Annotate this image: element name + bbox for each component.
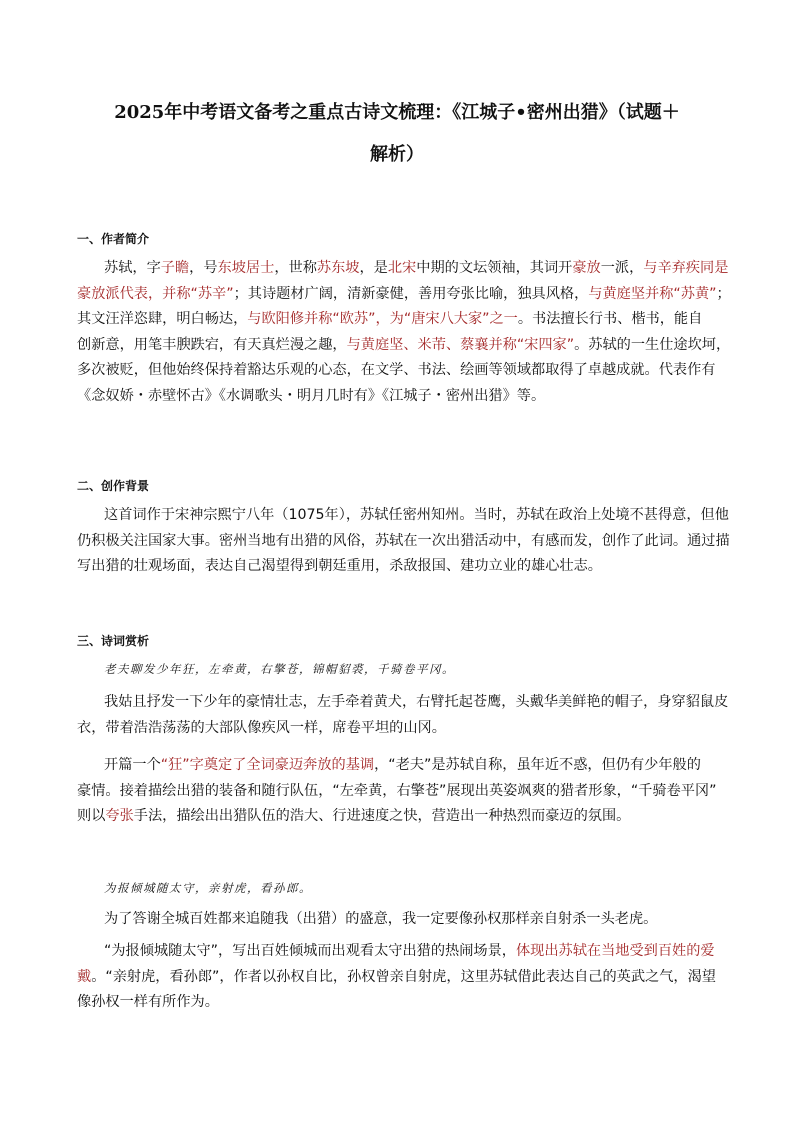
poem-line-2: 为报倾城随太守，亲射虎，看孙郎。 xyxy=(104,881,312,895)
section-heading-appreciation: 三、诗词赏析 xyxy=(77,634,150,648)
analysis-1 xyxy=(77,753,722,830)
text-line: 则以夸张手法，描绘出出猎队伍的浩大、行进速度之快，营造出一种热烈而豪迈的氛围。 xyxy=(77,808,631,824)
text-line: 豪放派代表，并称“苏辛”；其诗题材广阔，清新豪健，善用夸张比喻，独具风格，与黄庭坚并称“苏黄”； xyxy=(77,285,731,302)
text-line: 创新意，用笔丰腴跌宕，有天真烂漫之趣，与黄庭坚、米芾、蔡襄并称“宋四家”。苏轼的一生仕途坎坷， xyxy=(77,336,731,353)
text-line: 多次被贬，但他始终保持着豁达乐观的心态，在文学、书法、绘画等领域都取得了卓越成就。代表作有 xyxy=(77,362,716,378)
text-line: 为了答谢全城百姓都来追随我（出猎）的盛意，我一定要像孙权那样亲自射杀一头老虎。 xyxy=(104,911,658,927)
text-line: 写出猎的壮观场面，表达自己渴望得到朝廷重用，杀敌报国、建功立业的雄心壮志。 xyxy=(77,558,602,574)
analysis-2 xyxy=(77,939,722,1016)
text-line: 仍积极关注国家大事。密州当地有出猎的风俗，苏轼在一次出猎活动中，有感而发，创作了此词。通过描 xyxy=(77,532,730,549)
page-title xyxy=(60,92,734,176)
title-line-1: 2025年中考语文备考之重点古诗文梳理：《江城子•密州出猎》（试题＋ xyxy=(114,102,680,123)
text-line: 苏轼，字子瞻，号东坡居士，世称苏东坡，是北宋中期的文坛领袖，其词开豪放一派，与辛弃疾同是 xyxy=(104,260,729,276)
text-line: 像孙权一样有所作为。 xyxy=(77,994,219,1010)
text-line: “为报倾城随太守”，写出百姓倾城而出观看太守出猎的热闹场景，体现出苏轼在当地受到百姓的爱 xyxy=(104,943,715,959)
text-line: 其文汪洋恣肆，明白畅达，与欧阳修并称“欧苏”，为“唐宋八大家”之一。书法擅长行书、楷书，能自 xyxy=(77,311,703,327)
text-line: 这首词作于宋神宗熙宁八年（1075年），苏轼任密州知州。当时，苏轼在政治上处境不甚得意，但他 xyxy=(104,507,729,523)
text-line: 衣，带着浩浩荡荡的大部队像疾风一样，席卷平坦的山冈。 xyxy=(77,719,446,736)
title-line-2: 解析） xyxy=(370,144,424,165)
section-heading-background: 二、创作背景 xyxy=(77,479,150,493)
poem-line-1: 老夫聊发少年狂，左牵黄，右擎苍，锦帽貂裘，千骑卷平冈。 xyxy=(104,662,455,676)
paragraph-author xyxy=(77,256,731,409)
text-line: 《念奴娇・赤壁怀古》《水调歌头・明月几时有》《江城子・密州出猎》等。 xyxy=(77,387,546,404)
text-line: 豪情。接着描绘出猎的装备和随行队伍，“左牵黄，右擎苍”展现出英姿飒爽的猎者形象，“千骑卷平冈” xyxy=(77,782,717,799)
translation-2 xyxy=(77,907,722,933)
paragraph-background xyxy=(77,503,730,580)
text-line: 戴。“亲射虎，看孙郎”，作者以孙权自比，孙权曾亲自射虎，这里苏轼借此表达自己的英武之气，渴望 xyxy=(77,968,716,985)
text-line: 开篇一个“狂”字奠定了全词豪迈奔放的基调，“老夫”是苏轼自称，虽年近不惑，但仍有少年般的 xyxy=(104,757,701,773)
translation-1 xyxy=(77,690,729,741)
text-line: 我姑且抒发一下少年的豪情壮志，左手牵着黄犬，右臂托起苍鹰，头戴华美鲜艳的帽子，身穿貂鼠皮 xyxy=(104,694,729,710)
section-heading-author: 一、作者简介 xyxy=(77,232,150,246)
